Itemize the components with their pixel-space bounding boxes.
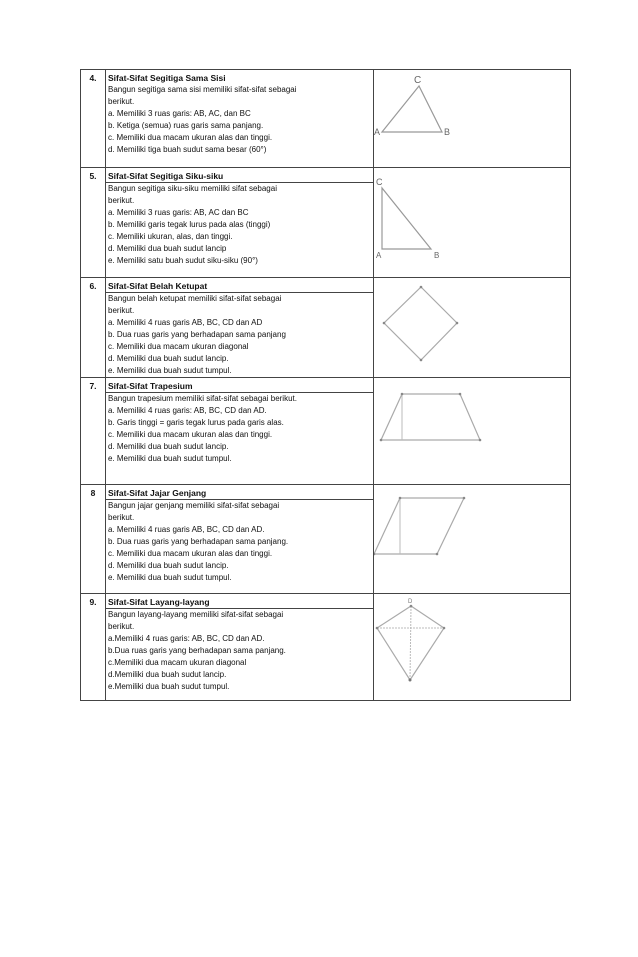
table-row — [81, 278, 571, 378]
text-line: Bangun layang-layang memiliki sifat-sifat sebagai — [106, 608, 373, 621]
row-number: 5. — [81, 168, 106, 278]
trapezoid-shape — [381, 394, 480, 440]
text-line: b. Dua ruas garis yang berhadapan sama panjang — [108, 330, 286, 339]
table-row — [81, 485, 571, 594]
vertex-dot — [401, 393, 404, 396]
figure-cell — [374, 378, 571, 485]
vertex-label-a: A — [374, 127, 381, 137]
text-line: a. Memiliki 3 ruas garis: AB, AC dan BC — [108, 208, 249, 217]
vertex-dot — [443, 627, 446, 630]
table-row — [81, 378, 571, 485]
text-line: a. Memiliki 4 ruas garis: AB, BC, CD dan AD. — [108, 406, 267, 415]
table-row — [81, 594, 571, 701]
text-line: c. Memiliki ukuran, alas, dan tinggi. — [108, 232, 233, 241]
text-line: b. Memiliki garis tegak lurus pada alas (tinggi) — [108, 220, 271, 229]
text-line: d. Memiliki dua buah sudut lancip. — [108, 442, 229, 451]
vertex-label-c: C — [414, 75, 422, 86]
text-line: Bangun segitiga sama sisi memiliki sifat-sifat sebagai — [108, 85, 297, 94]
right-triangle-figure — [374, 168, 570, 278]
row-content — [106, 168, 374, 278]
text-line: d. Memiliki dua buah sudut lancip. — [108, 354, 229, 363]
row-title: Sifat-Sifat Jajar Genjang — [108, 488, 207, 498]
row-number: 7. — [81, 378, 106, 485]
row-content — [106, 70, 374, 168]
vertex-dot — [463, 497, 466, 500]
row-title: Sifat-Sifat Segitiga Sama Sisi — [108, 73, 226, 83]
vertex-label-d: D — [408, 599, 413, 605]
vertex-dot — [380, 439, 383, 442]
diagonal-line — [410, 606, 411, 680]
vertex-label-b: B — [434, 251, 440, 260]
shape-properties-table — [80, 69, 571, 701]
text-line: d.Memiliki dua buah sudut lancip. — [108, 670, 227, 679]
vertex-dot — [374, 553, 375, 556]
figure-cell — [374, 278, 571, 378]
text-line: berikut. — [108, 97, 135, 106]
row-number: 6. — [81, 278, 106, 378]
text-line: d. Memiliki tiga buah sudut sama besar (60°) — [108, 145, 267, 154]
vertex-label-b: B — [444, 127, 451, 137]
text-line: c. Memiliki dua macam ukuran alas dan tinggi. — [108, 549, 273, 558]
vertex-dot — [409, 679, 412, 682]
text-line: e. Memiliki dua buah sudut tumpul. — [108, 454, 232, 463]
row-number: 8 — [81, 485, 106, 594]
vertex-dot — [436, 553, 439, 556]
trapezoid-figure — [374, 378, 570, 485]
text-line: a.Memiliki 4 ruas garis: AB, BC, CD dan AD. — [108, 634, 265, 643]
text-line: e.Memiliki dua buah sudut tumpul. — [108, 682, 230, 691]
triangle-shape — [382, 188, 431, 249]
row-title: Sifat-Sifat Segitiga Siku-siku — [108, 171, 224, 181]
text-line: Bangun segitiga siku-siku memiliki sifat sebagai — [106, 182, 373, 195]
text-line: e. Memiliki dua buah sudut tumpul. — [108, 573, 232, 582]
figure-cell — [374, 485, 571, 594]
vertex-dot — [459, 393, 462, 396]
row-content — [106, 278, 374, 378]
text-line: b. Dua ruas garis yang berhadapan sama panjang. — [108, 537, 289, 546]
vertex-dot — [479, 439, 482, 442]
vertex-dot — [399, 497, 402, 500]
row-content — [106, 378, 374, 485]
vertex-label-a: A — [376, 251, 382, 260]
parallelogram-figure — [374, 485, 570, 594]
text-line: a. Memiliki 4 ruas garis AB, BC, CD dan AD — [108, 318, 263, 327]
equilateral-triangle-figure — [374, 70, 570, 168]
text-line: d. Memiliki dua buah sudut lancip — [108, 244, 227, 253]
text-line: d. Memiliki dua buah sudut lancip. — [108, 561, 229, 570]
text-line: berikut. — [108, 513, 135, 522]
parallelogram-shape — [374, 498, 464, 554]
vertex-dot — [383, 322, 386, 325]
row-title: Sifat-Sifat Belah Ketupat — [108, 281, 208, 291]
row-content — [106, 594, 374, 701]
vertex-dot — [456, 322, 459, 325]
text-line: b. Ketiga (semua) ruas garis sama panjang. — [108, 121, 264, 130]
text-line: b.Dua ruas garis yang berhadapan sama panjang. — [108, 646, 286, 655]
row-title: Sifat-Sifat Layang-layang — [108, 597, 210, 607]
text-line: c. Memiliki dua macam ukuran alas dan tinggi. — [108, 430, 273, 439]
table-row — [81, 168, 571, 278]
row-content — [106, 485, 374, 594]
text-line: Bangun jajar genjang memiliki sifat-sifat sebagai — [106, 499, 373, 512]
rhombus-shape — [384, 287, 457, 360]
text-line: berikut. — [108, 306, 135, 315]
vertex-dot — [420, 286, 423, 289]
properties-page — [80, 69, 565, 701]
text-line: Bangun belah ketupat memiliki sifat-sifat sebagai — [106, 292, 373, 305]
figure-cell — [374, 168, 571, 278]
vertex-dot — [420, 359, 423, 362]
figure-cell — [374, 594, 571, 701]
figure-cell — [374, 70, 571, 168]
row-title: Sifat-Sifat Trapesium — [108, 381, 193, 391]
table-row — [81, 70, 571, 168]
text-line: c.Memiliki dua macam ukuran diagonal — [108, 658, 247, 667]
text-line: c. Memiliki dua macam ukuran diagonal — [108, 342, 249, 351]
text-line: e. Memiliki satu buah sudut siku-siku (90°) — [108, 256, 258, 265]
vertex-dot — [376, 627, 379, 630]
text-line: berikut. — [108, 622, 135, 631]
text-line: e. Memiliki dua buah sudut tumpul. — [108, 366, 232, 375]
vertex-label-c: C — [376, 177, 383, 187]
text-line: c. Memiliki dua macam ukuran alas dan tinggi. — [108, 133, 273, 142]
text-line: berikut. — [108, 196, 135, 205]
row-number: 9. — [81, 594, 106, 701]
text-line: a. Memiliki 3 ruas garis: AB, AC, dan BC — [108, 109, 251, 118]
kite-figure — [374, 594, 570, 701]
triangle-shape — [382, 86, 442, 132]
rhombus-figure — [374, 278, 570, 377]
text-line: Bangun trapesium memiliki sifat-sifat sebagai berikut. — [106, 392, 373, 405]
vertex-dot — [410, 605, 413, 608]
row-number: 4. — [81, 70, 106, 168]
text-line: b. Garis tinggi = garis tegak lurus pada garis alas. — [108, 418, 284, 427]
text-line: a. Memiliki 4 ruas garis AB, BC, CD dan AD. — [108, 525, 265, 534]
